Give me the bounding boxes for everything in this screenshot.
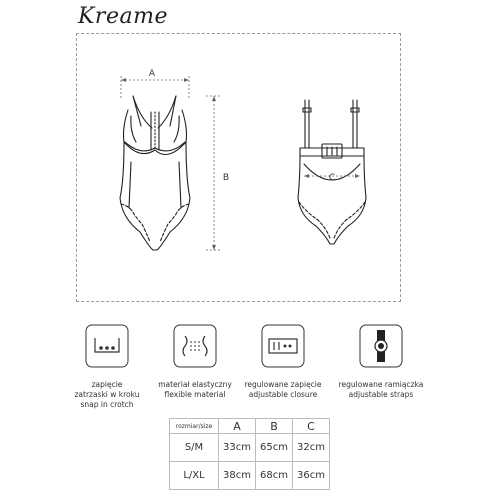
feature-adjustable-closure bbox=[228, 324, 338, 400]
size-value: 38cm bbox=[219, 462, 256, 490]
snap-closure-icon bbox=[85, 324, 129, 368]
back-view-bodysuit bbox=[298, 100, 366, 244]
feature-line: adjustable closure bbox=[248, 390, 318, 399]
feature-line: snap in crotch bbox=[80, 400, 134, 409]
feature-line: regulowane zapięcie bbox=[244, 380, 322, 389]
size-table-corner: rozmiar/size bbox=[170, 419, 219, 434]
elastic-material-icon bbox=[173, 324, 217, 368]
feature-line: adjustable straps bbox=[348, 390, 414, 399]
size-table bbox=[169, 418, 330, 490]
dimension-b-label: B bbox=[222, 173, 230, 183]
dimension-a-label: A bbox=[148, 69, 156, 79]
feature-line: materiał elastyczny bbox=[158, 380, 232, 389]
table-row bbox=[170, 434, 330, 462]
size-column-a: A bbox=[219, 419, 256, 434]
size-label: L/XL bbox=[170, 462, 219, 490]
front-view-bodysuit bbox=[120, 96, 190, 250]
size-value: 32cm bbox=[293, 434, 330, 462]
size-table-header bbox=[170, 419, 330, 434]
adjustable-closure-icon bbox=[261, 324, 305, 368]
size-column-b: B bbox=[256, 419, 293, 434]
size-value: 33cm bbox=[219, 434, 256, 462]
brand-logo: Kreame bbox=[78, 4, 168, 29]
table-row bbox=[170, 462, 330, 490]
feature-line: zatrzaski w kroku bbox=[74, 390, 140, 399]
size-value: 65cm bbox=[256, 434, 293, 462]
size-column-c: C bbox=[293, 419, 330, 434]
adjustable-strap-icon bbox=[359, 324, 403, 368]
dimension-c-label: C bbox=[328, 173, 336, 183]
size-value: 36cm bbox=[293, 462, 330, 490]
feature-line: flexible material bbox=[164, 390, 226, 399]
size-label: S/M bbox=[170, 434, 219, 462]
size-value: 68cm bbox=[256, 462, 293, 490]
feature-line: regulowane ramiączka bbox=[338, 380, 424, 389]
feature-line: zapięcie bbox=[91, 380, 123, 389]
feature-adjustable-straps bbox=[326, 324, 436, 400]
